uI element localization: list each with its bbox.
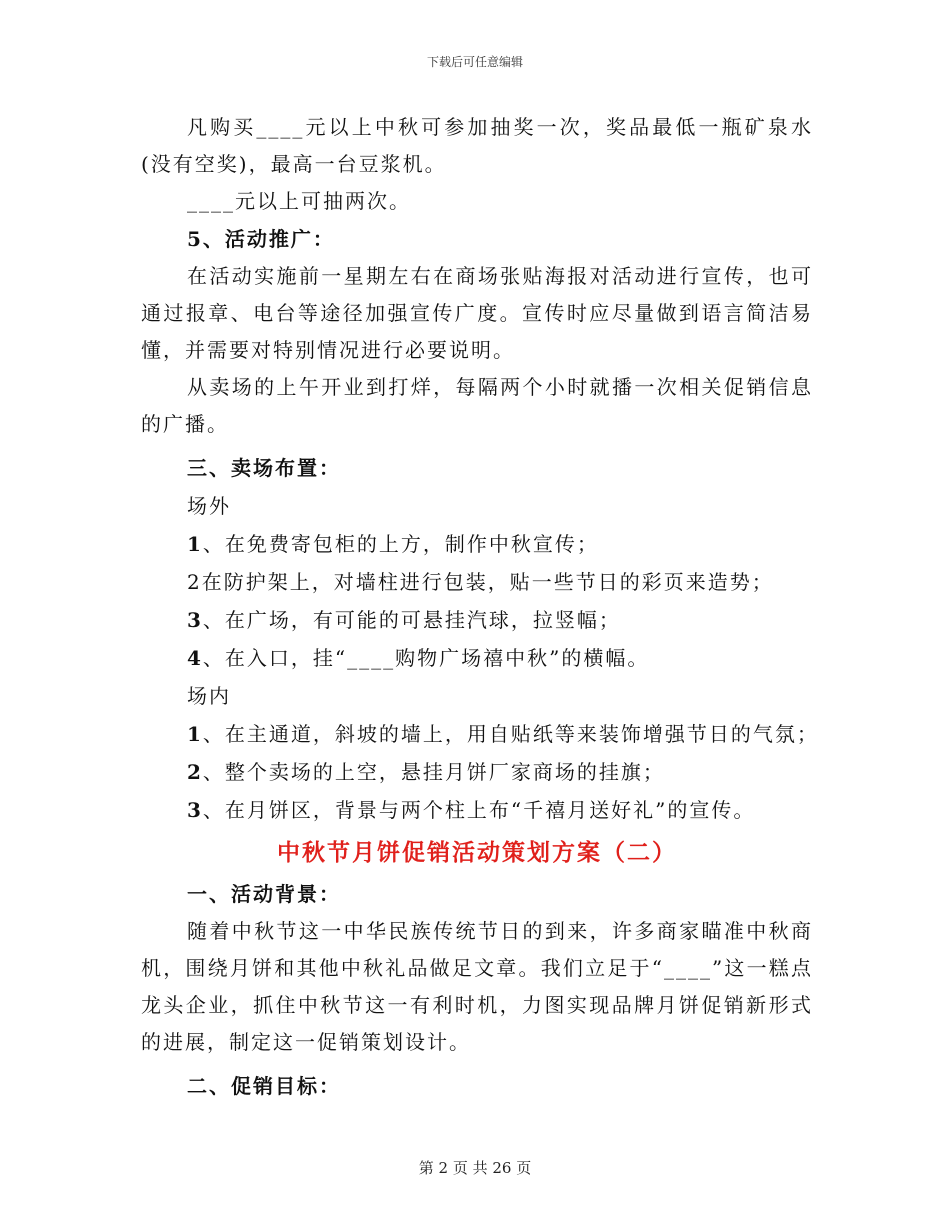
item-number: 3: [187, 798, 203, 822]
item-text: 、整个卖场的上空，悬挂月饼厂家商场的挂旗；: [202, 760, 665, 784]
outside-item: [141, 525, 813, 563]
paragraph-lottery: 凡购买____元以上中秋可参加抽奖一次，奖品最低一瓶矿泉水(没有空奖)，最高一台豆浆机。: [141, 115, 813, 176]
inside-item: [141, 791, 813, 829]
outside-item: [141, 563, 813, 601]
paragraph-lottery-twice: ____元以上可抽两次。: [187, 189, 411, 213]
heading-promotion-text: 5、活动推广：: [187, 227, 335, 251]
outside-item: [141, 639, 813, 677]
item-text: 在防护架上，对墙柱进行包装，贴一些节日的彩页来造势；: [201, 570, 774, 594]
page-footer: 第 2 页 共 26 页: [418, 1159, 532, 1177]
paragraph-background: 随着中秋节这一中华民族传统节日的到来，许多商家瞄准中秋商机，围绕月饼和其他中秋礼品做足文章。我们立足于“____”这一糕点龙头企业，抓住中秋节这一有利时机，力图实现品牌月饼促销新形式的进展，制定这一促销策划设计。: [141, 919, 813, 1054]
inside-item: [141, 715, 819, 753]
inside-item: [141, 753, 813, 791]
item-text: 、在主通道，斜坡的墙上，用自贴纸等来装饰增强节日的气氛；: [202, 722, 819, 746]
label-inside: 场内: [187, 684, 231, 708]
heading-promotion: [141, 220, 813, 258]
paragraph-promotion: 在活动实施前一星期左右在商场张贴海报对活动进行宣传，也可通过报章、电台等途径加强宣传广度。宣传时应尽量做到语言简洁易懂，并需要对特别情况进行必要说明。: [141, 264, 813, 362]
item-number: 1: [187, 532, 203, 556]
paragraph-broadcast: 从卖场的上午开业到打烊，每隔两个小时就播一次相关促销信息的广播。: [141, 375, 813, 436]
heading-store-layout: 三、卖场布置：: [187, 456, 341, 480]
page-header: 下载后可任意编辑: [426, 55, 523, 69]
item-number: 1: [187, 722, 203, 746]
item-text: 、在免费寄包柜的上方，制作中秋宣传；: [202, 532, 599, 556]
item-number: 2: [187, 760, 203, 784]
item-number: 3: [187, 608, 203, 632]
heading-background: 一、活动背景：: [187, 882, 341, 906]
heading-goal: 二、促销目标：: [187, 1074, 341, 1098]
item-text: 、在月饼区，背景与两个柱上布“千禧月送好礼”的宣传。: [202, 798, 756, 822]
item-text: 、在入口，挂“____购物广场禧中秋”的横幅。: [202, 646, 650, 670]
outside-item: [141, 601, 813, 639]
item-number: 2: [187, 570, 202, 594]
item-number: 4: [187, 646, 203, 670]
section-title: 中秋节月饼促销活动策划方案（二）: [277, 839, 677, 866]
label-outside: 场外: [187, 494, 231, 518]
document-body: [141, 109, 819, 1105]
item-text: 、在广场，有可能的可悬挂汽球，拉竖幅；: [202, 608, 621, 632]
